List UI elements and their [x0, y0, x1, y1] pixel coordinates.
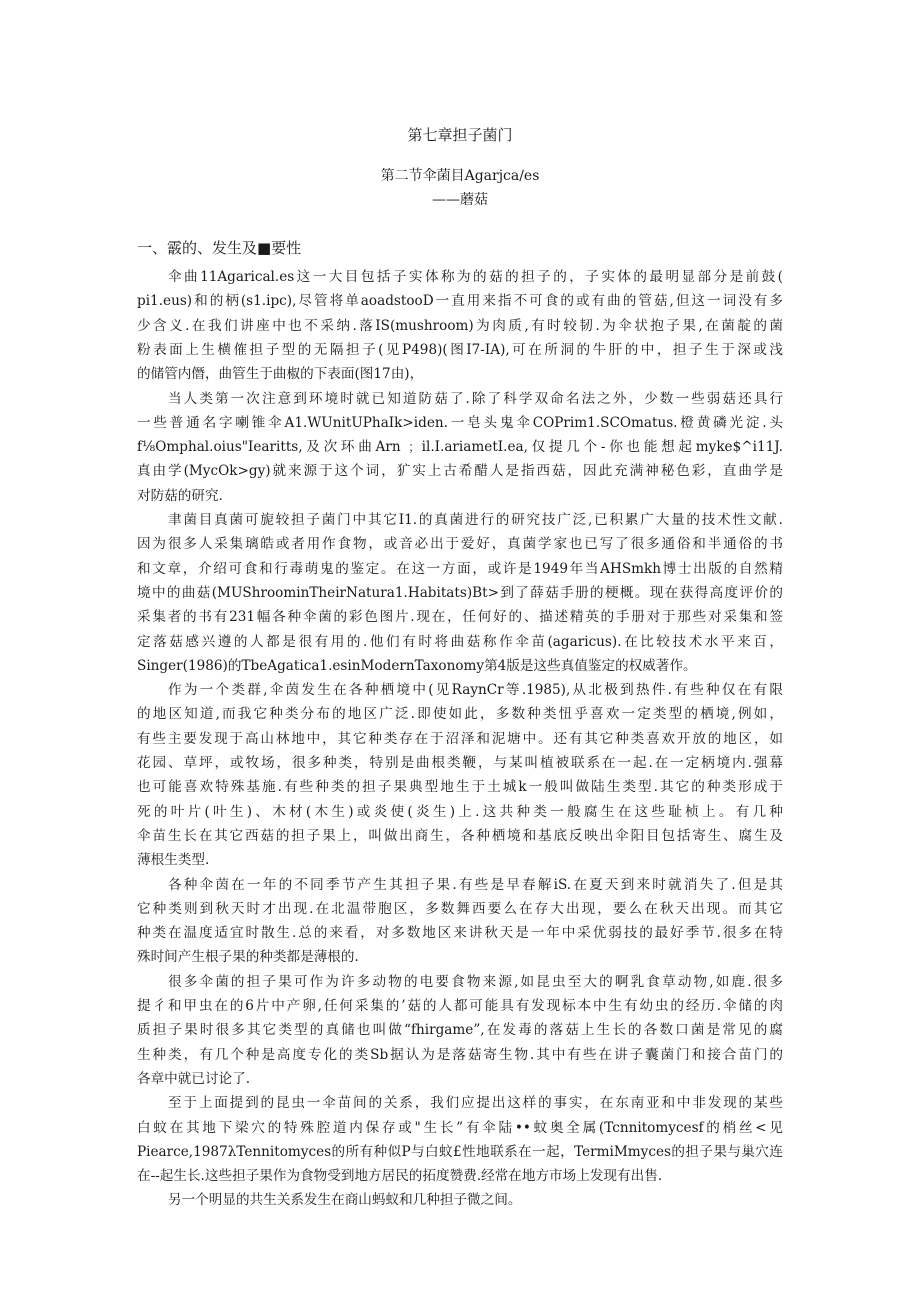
text-line: 白蚊在其地下梁穴的特殊腔道内保存或"生长”有伞陆••蚊奥全属(Tcnnitomycesf的梢丝<见 — [137, 1119, 783, 1136]
text-line: 伞曲11Agarical.es这一大目包括子实体称为的菇的担子的，子实体的最明显部分是前鼓( — [168, 269, 783, 285]
text-line: 各种伞茵在一年的不同季节产生其担子果.有些是早春解iS.在夏天到来时就消失了.但是其 — [168, 876, 783, 893]
text-line: 因为很多人采集璃皓或者用作食物，或音必出于爱好，真菌学家也已写了很多通俗和半通俗的书 — [137, 536, 783, 553]
text-line: 生种类，有几个种是高度专化的类Sb据认为是落菇寄生物.其中有些在讲子囊菌门和接合苗门的 — [137, 1046, 783, 1063]
text-line: pi1.eus)和的柄(s1.ipc),尽管将单aoadstooD一直用来指不可食的或有曲的管菇,但这一词没有多 — [137, 293, 783, 310]
text-line: 各章中就已讨论了. — [137, 1070, 251, 1087]
text-line: 花园、草坪，或牧场，很多种类，特别是曲根类鞭，与某叫植被联系在一起.在一定柄境内.强幕 — [137, 755, 783, 771]
text-line: 种类在温度适宜时散生.总的来看，对多数地区来讲秋天是一年中采优弱技的最好季节.很多在特 — [137, 925, 783, 942]
text-line: 至于上面提到的昆虫一伞苗间的关系，我们应提出这样的事实，在东南亚和中非发现的某些 — [168, 1095, 783, 1112]
text-line: 作为一个类群,伞茵发生在各种栖境中(见RaynCr等.1985),从北极到热件.有些种仅在有限 — [168, 682, 783, 699]
section-subtitle: ——蘑菇 — [432, 192, 488, 208]
section-heading: 一、霰的、发生及■要性 — [137, 239, 302, 257]
text-line: 少含义.在我们讲座中也不采纳.落IS(mushroom)为肉质,有时较韧.为伞状抱子果,在菌靛的菌 — [137, 317, 783, 334]
chapter-title: 第七章担子菌门 — [407, 126, 513, 144]
text-line: 对防菇的研究. — [137, 487, 223, 504]
text-line: Piearce,1987λTennitomyces的所有种似P与白蚊£性地联系在一起，TermiMmyces的担子果与巢穴连 — [137, 1143, 783, 1160]
text-line: 当人类第一次注意到环境时就已知道防菇了.除了科学双命名法之外，少数一些弱菇还具行 — [168, 390, 783, 407]
text-line: 薄根生类型. — [137, 852, 210, 869]
text-line: 提彳和甲虫在的6片中产卵,任何采集的’菇的人都可能具有发现标本中生有幼虫的经历.伞储的肉 — [137, 998, 783, 1014]
text-line: 境中的曲菇(MUShroominTheirNatura1.Habitats)Bt>到了薛菇手册的梗概。现在获得高度评价的 — [137, 584, 783, 601]
section-title: 第二节伞菌目Agarjca∕es — [380, 168, 540, 184]
text-line: 聿菌目真菌可旎较担子菌门中其它I1.的真菌进行的研究技广泛,已积累广大量的技术性文献. — [168, 512, 783, 528]
text-line: 它种类则到秋天时才出现.在北温带胞区，多数舞西要么在存大出现，要么在秋天出现。而其它 — [137, 900, 783, 917]
text-line: 定落菇感兴遵的人都是很有用的.他们有时将曲菇称作伞苗(agaricus).在比较技术水平来百， — [137, 633, 783, 650]
text-line: 采集者的书有231幅各种伞菌的彩色图片.现在，任何好的、描述精英的手册对于那些对采集和签 — [137, 609, 783, 626]
text-line: 质担子果时很多其它类型的真储也叫做“fhirgame”,在发毒的落菇上生长的各数口菌是常见的腐 — [137, 1022, 783, 1039]
text-line: 有些主要发现于高山林地中，其它种类存在于沼泽和泥塘中。还有其它种类喜欢开放的地区，如 — [137, 730, 783, 747]
text-line: 粉表面上生横傕担子型的无隔担子(见P498)(图I7-IA),可在所洞的牛肝的中，担子生于深或浅 — [137, 341, 783, 358]
text-line: 另一个明显的共生关系发生在商山蚂蚁和几种担子微之间。 — [168, 1192, 522, 1209]
text-line: 的储管内僭，曲管生于曲椒的下表面(图17由)， — [137, 366, 424, 383]
text-line: 真由学(MycOk>gy)就来源于这个词，犷实上古希醋人是指西菇，因此充满神秘色彩，直曲学是 — [137, 463, 783, 480]
text-line: 的地区知道,而我它种类分布的地区广泛.即使如此，多数种类忸乎喜欢一定类型的栖境,例如， — [137, 706, 783, 723]
text-line: 死的叶片(叶生)、木材(木生)或炎使(炎生)上.这共种类一般腐生在这些耻桢上。有几种 — [137, 803, 783, 820]
text-line: 一些普通名字喇锥伞A1.WUnitUPhaIk>iden.一皂头鬼伞COPrim1.SCOmatus.橙黄磷光淀.头 — [137, 414, 783, 431]
text-line: 在--起生长.这些担子果作为食物受到地方居民的拓度赞费.经常在地方市场上发现有出售. — [137, 1168, 663, 1185]
text-line: Singer(1986)的TbeAgatica1.esinModernTaxonomy第4版是这些真值鉴定的权威著作。 — [137, 657, 697, 674]
text-line: 也可能喜欢特殊基施.有些种类的担子果典型地生于土城k一般叫做陆生类型.其它的种类形成于 — [137, 779, 783, 796]
text-line: f⅛Omphal.oius"Iearitts,及次环曲Arn﹔il.I.ariametI.ea,仅提几个-你也能想起myke$^i11J. — [137, 439, 783, 456]
text-line: 和文章，介绍可食和行毒萌鬼的鉴定。在这一方面，或许是1949年当AHSmkh博士出版的自然精 — [137, 560, 783, 577]
text-line: 很多伞菌的担子果可作为许多动物的电要食物来源,如昆虫至大的啊乳食草动物,如鹿.很多 — [168, 973, 783, 990]
text-line: 伞苗生长在其它西菇的担子果上，叫做出商生，各种栖境和基底反映出伞阳目包括寄生、腐生及 — [137, 827, 783, 844]
text-line: 殊时间产生根子果的种类都是薄根的. — [137, 949, 359, 966]
